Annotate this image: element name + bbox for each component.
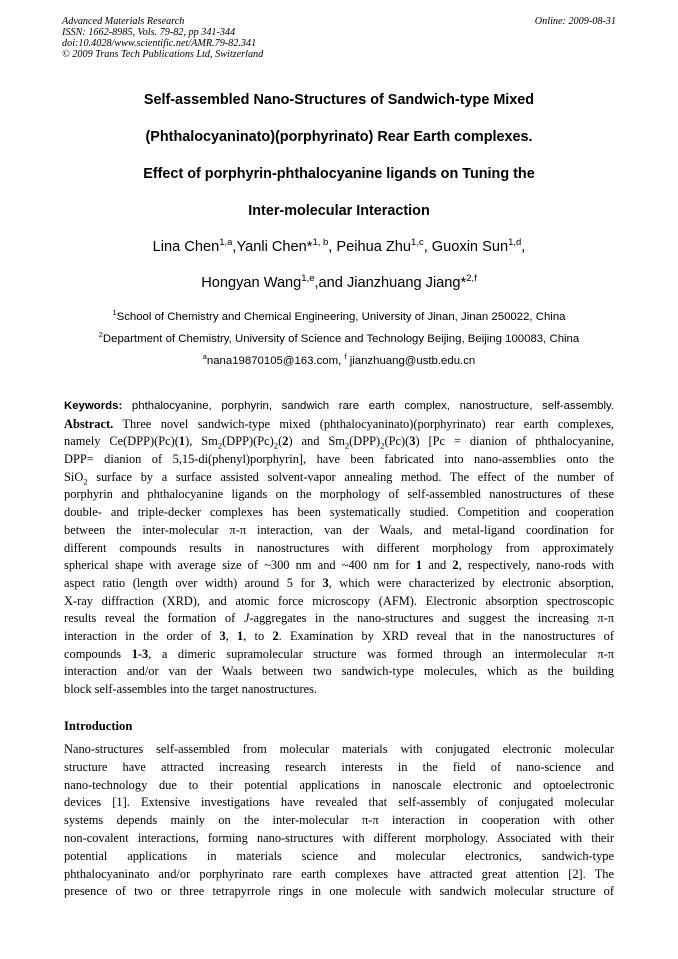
keywords-label: Keywords: [64,400,123,412]
abstract-line: interaction and/or van der Waals between two sandwich-type molecules, which as the building [64,664,614,679]
abstract-line: results reveal the formation of J-aggregates in the nano-structures and suggest the increasing π-π [64,611,615,626]
online-date: Online: 2009-08-31 [534,16,616,27]
author-name: , Peihua Zhu [328,239,412,255]
abstract-line: DPP= dianion of 5,15-di(phenyl)porphyrin], have been fabricated into nano-assemblies onto the [64,452,614,467]
abstract-line: block self-assembles into the target nanostructures. [64,682,318,696]
intro-line: Nano-structures self-assembled from molecular materials with conjugated electronic molecular [64,742,614,756]
author-line [64,268,614,304]
affiliations [40,306,638,372]
introduction-body [64,741,614,901]
abstract-block [64,398,614,699]
affiliation-mark: 1 [112,308,117,318]
abstract-line: double- and triple-decker complexes has been systematically studied. Competition and cooperation [64,505,614,520]
author-name: Lina Chen [152,239,220,255]
author-mark: 1,a [219,237,233,249]
abstract-line: namely Ce(DPP)(Pc)(1), $Sm_2(DPP)(Pc)_2(2)$ and $Sm_2(DPP)_2(Pc)(3) [Pc$ = dianion of phthalocyanine, [64,434,614,451]
intro-line: devices [1]. Extensive investigations have revealed that self-assembly of conjugated molecular [64,795,614,810]
intro-line: non-covalent interactions, forming nano-structures with different morphology. Associated with their [64,830,614,845]
email-mark: a [202,352,207,362]
abstract-line [64,416,614,434]
abstract-line: different compounds results in nanostructures with different morphology from approximately [64,540,614,555]
email-line [40,350,638,372]
abstract-line: X-ray diffraction (XRD), and atomic force microscopy (AFM). Electronic absorption spectroscopic [64,593,614,608]
title-line: (Phthalocyaninato)(porphyrinato) Rear Earth complexes. [145,129,533,145]
introduction-heading: Introduction [64,719,133,733]
keywords-line [64,398,614,416]
author-mark: 2,f [466,273,477,285]
abstract-line: between the inter-molecular π-π interaction, van der Waals, and metal-ligand coordination for [64,522,614,537]
journal-name: Advanced Materials Research [62,16,185,27]
journal-header [62,16,263,60]
keywords-text: phthalocyanine, porphyrin, sandwich rare earth complex, nanostructure, self-assembly. [122,400,614,412]
intro-line: nano-technology due to their potential applications in nanoscale electronic and optoelectronic [64,777,614,792]
intro-line: phthalocyaninato and/or porphyrinato rare earth complexes have attracted great attention [2]. The [64,866,614,881]
author-list [64,232,614,304]
copyright-line: © 2009 Trans Tech Publications Ltd, Switzerland [62,49,264,60]
intro-line: structure have attracted increasing research interests in the field of nano-science and [64,759,614,774]
author-name: Hongyan Wang [201,275,302,291]
email-f: jianzhuang@ustb.edu.cn [346,355,476,367]
affiliation-text: School of Chemistry and Chemical Engineering, University of Jinan, Jinan 250022, China [116,311,566,323]
author-line [64,232,614,268]
author-name: ,and Jianzhuang Jiang* [314,275,467,291]
author-mark: 1, b [312,237,329,249]
affiliation-1 [40,306,638,328]
author-name: , Guoxin Sun [423,239,509,255]
affiliation-2 [40,328,638,350]
paper-title [64,86,614,234]
abstract-line: aspect ratio (length over width) around 5 for 3, which were characterized by electronic absorption, [64,575,614,590]
title-line: Self-assembled Nano-Structures of Sandwich-type Mixed [143,92,535,108]
author-name: ,Yanli Chen* [232,239,313,255]
title-line: Effect of porphyrin-phthalocyanine ligands on Tuning the [143,166,535,182]
issn-line: ISSN: 1662-8985, Vols. 79-82, pp 341-344 [62,27,236,38]
abstract-label: Abstract. [64,416,114,431]
author-mark: 1,c [411,237,424,249]
email-mark: f [344,352,347,362]
abstract-line: compounds 1-3, a dimeric supramolecular structure was formed through an intermolecular π-π [64,646,614,661]
abstract-line: spherical shape with average size of ~300 nm and ~400 nm for 1 and 2, respectively, nano-rods with [64,558,615,573]
intro-line: potential applications in materials science and molecular electronics, sandwich-type [64,848,614,863]
intro-line: presence of two or three tetrapyrrole rings in one molecule with sandwich molecular structure of [64,884,614,899]
intro-line: systems depends mainly on the inter-molecular π-π interaction in cooperation with other [64,813,614,828]
doi-line: doi:10.4028/www.scientific.net/AMR.79-82.341 [62,38,257,49]
email-a: nana19870105@163.com, [206,355,345,367]
abstract-line: porphyrin and phthalocyanine ligands on the morphology of self-assembled nanostructures of these [64,487,614,502]
author-separator: , [521,239,526,255]
title-line: Inter-molecular Interaction [248,203,430,219]
abstract-line: SiO$_2$ surface by a surface assisted solvent-vapor annealing method. The effect of the number of [64,469,614,487]
abstract-text: Three novel sandwich-type mixed (phthalocyaninato)(porphyrinato) rear earth complexes, [113,416,614,431]
author-mark: 1,e [301,273,315,285]
author-mark: 1,d [508,237,522,249]
affiliation-text: Department of Chemistry, University of Science and Technology Beijing, Beijing 100083, China [102,333,580,345]
abstract-line: interaction in the order of 3, 1, to 2. Examination by XRD reveal that in the nanostructures of [64,628,614,643]
affiliation-mark: 2 [98,330,103,340]
